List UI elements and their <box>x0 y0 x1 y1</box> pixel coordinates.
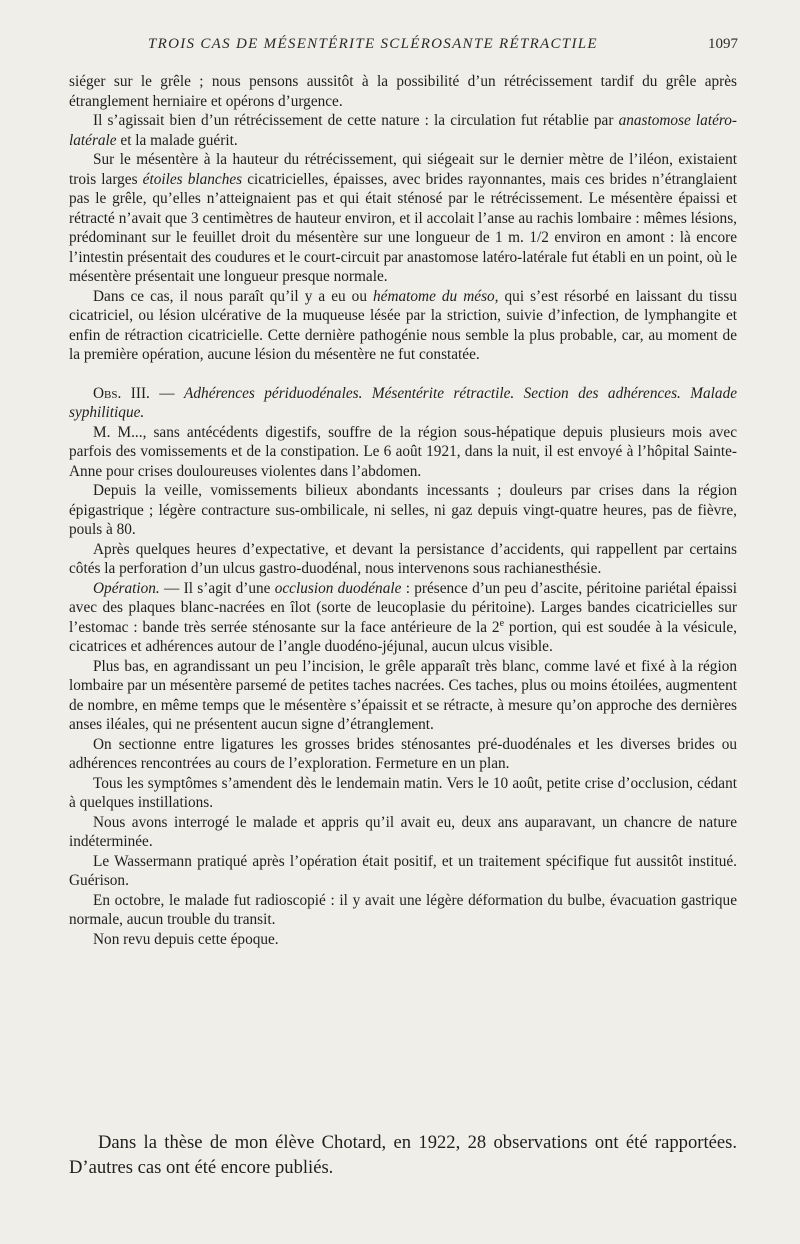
page-number: 1097 <box>708 36 738 52</box>
paragraph: Nous avons interrogé le malade et appris qu’il avait eu, deux ans auparavant, un chancre de nature indéterminée. <box>69 813 737 850</box>
emphasis-text: occlusion duodénale <box>274 579 402 597</box>
paragraph: Depuis la veille, vomissements bilieux abondants incessants ; douleurs par crises dans la région épigastrique ; légère contracture sus-ombilicale, ni selles, ni gaz depuis vingt-quatre heures, pas de fièvre, pouls à 80. <box>69 482 737 538</box>
paragraph: Dans ce cas, il nous paraît qu’il y a eu ou hématome du méso, qui s’est résorbé en laissant du tissu cicatriciel, ou lésion ulcérative de la muqueuse lésée par la striction, suivie d’infection, de lymphangite et enfin de rétraction cicatricielle. Cette dernière pathogénie nous semble la plus probable, car, au moment de la première opération, aucune lésion du mésentère ne fut constatée. <box>69 287 737 363</box>
paragraph: Non revu depuis cette époque. <box>93 930 279 948</box>
emphasis-text: anastomose latéro-latérale <box>69 112 738 149</box>
body-text <box>69 72 737 949</box>
paragraph: Plus bas, en agrandissant un peu l’incision, le grêle apparaît très blanc, comme lavé et fixé à la région lombaire par un mésentère parsemé de petites taches nacrées. Ces taches, plus ou moins étoilées, augmentent de nombre, en même temps que le mésentère s’épaissit et se rétracte, à mesure qu’on approche des dernières anses iléales, qui ne présentent aucun signe d’étranglement. <box>69 657 737 733</box>
paragraph: Il s’agissait bien d’un rétrécissement de cette nature : la circulation fut rétablie par anastomose latéro-latérale et la malade guérit. <box>69 112 738 149</box>
running-header <box>68 36 738 58</box>
paragraph: siéger sur le grêle ; nous pensons aussitôt à la possibilité d’un rétrécissement tardif du grêle après étranglement herniaire et opérons d’urgence. <box>69 73 737 110</box>
section-label: Opération. <box>93 579 160 597</box>
observation-title: Adhérences périduodénales. Mésentérite rétractile. Section des adhérences. Malade syphilitique. <box>69 384 738 421</box>
closing-paragraph: Dans la thèse de mon élève Chotard, en 1922, 28 observations ont été rapportées. D’autres cas ont été encore publiés. <box>69 1132 737 1178</box>
observation-label: Obs. III. <box>93 384 150 402</box>
paragraph: M. M..., sans antécédents digestifs, souffre de la région sous-hépatique depuis plusieurs mois avec parfois des vomissements et de la constipation. Le 6 août 1921, dans la nuit, il est envoyé à l’hôpital Sainte-Anne pour crises douloureuses violentes dans l’abdomen. <box>69 423 737 480</box>
emphasis-text: étoiles blanches <box>142 170 243 188</box>
paragraph: Tous les symptômes s’amendent dès le lendemain matin. Vers le 10 août, petite crise d’occlusion, cédant à quelques instillations. <box>69 774 737 811</box>
paragraph: En octobre, le malade fut radioscopié : il y avait une légère déformation du bulbe, évacuation gastrique normale, aucun trouble du transit. <box>69 891 737 928</box>
observation-heading: Obs. III. — Adhérences périduodénales. Mésentérite rétractile. Section des adhérences. Malade syphilitique. <box>69 384 738 421</box>
paragraph: Après quelques heures d’expectative, et devant la persistance d’accidents, qui rappellent par certains côtés la perforation d’un ulcus gastro-duodénal, nous intervenons sous rachianesthésie. <box>69 540 737 577</box>
paragraph: Sur le mésentère à la hauteur du rétrécissement, qui siégeait sur le dernier mètre de l’iléon, existaient trois larges étoiles blanches cicatricielles, épaisses, avec brides rayonnantes, mais ces brides n’étranglaient pas le grêle, qu’elles n’atteignaient pas et qui était sténosé par le rétrécissement. Le mésentère épaissi et rétracté n’avait que 3 centimètres de hauteur environ, et il accolait l’anse au rachis lombaire : mêmes lésions, prédominant sur le feuillet droit du mésentère sur une longueur de 1 m. 1/2 environ en amont : là encore l’intestin présentait des coudures et le court-circuit par anastomose latéro-latérale fut établi en un point, où le mésentère présentait une longueur presque normale. <box>69 151 738 285</box>
ordinal-superscript: e <box>499 617 505 629</box>
paragraph: Opération. — Il s’agit d’une occlusion duodénale : présence d’un peu d’ascite, péritoine pariétal épaissi avec des plaques blanc-nacrées en îlot (sorte de leucoplasie du péritoine). Larges bandes cicatricielles sur l’estomac : bande très serrée sténosante sur la face antérieure de la 2e portion, qui est soudée à la vésicule, cicatrices et adhérences autour de l’angle duodéno-jéjunal, aucun ulcus visible. <box>69 579 737 655</box>
paragraph: On sectionne entre ligatures les grosses brides sténosantes pré-duodénales et les diverses brides ou adhérences rencontrées au cours de l’exploration. Fermeture en un plan. <box>69 735 737 772</box>
emphasis-text: hématome du méso, <box>373 287 499 305</box>
paragraph: Le Wassermann pratiqué après l’opération était positif, et un traitement spécifique fut aussitôt institué. Guérison. <box>69 852 737 889</box>
running-title: TROIS CAS DE MÉSENTÉRITE SCLÉROSANTE RÉTRACTILE <box>148 36 598 52</box>
